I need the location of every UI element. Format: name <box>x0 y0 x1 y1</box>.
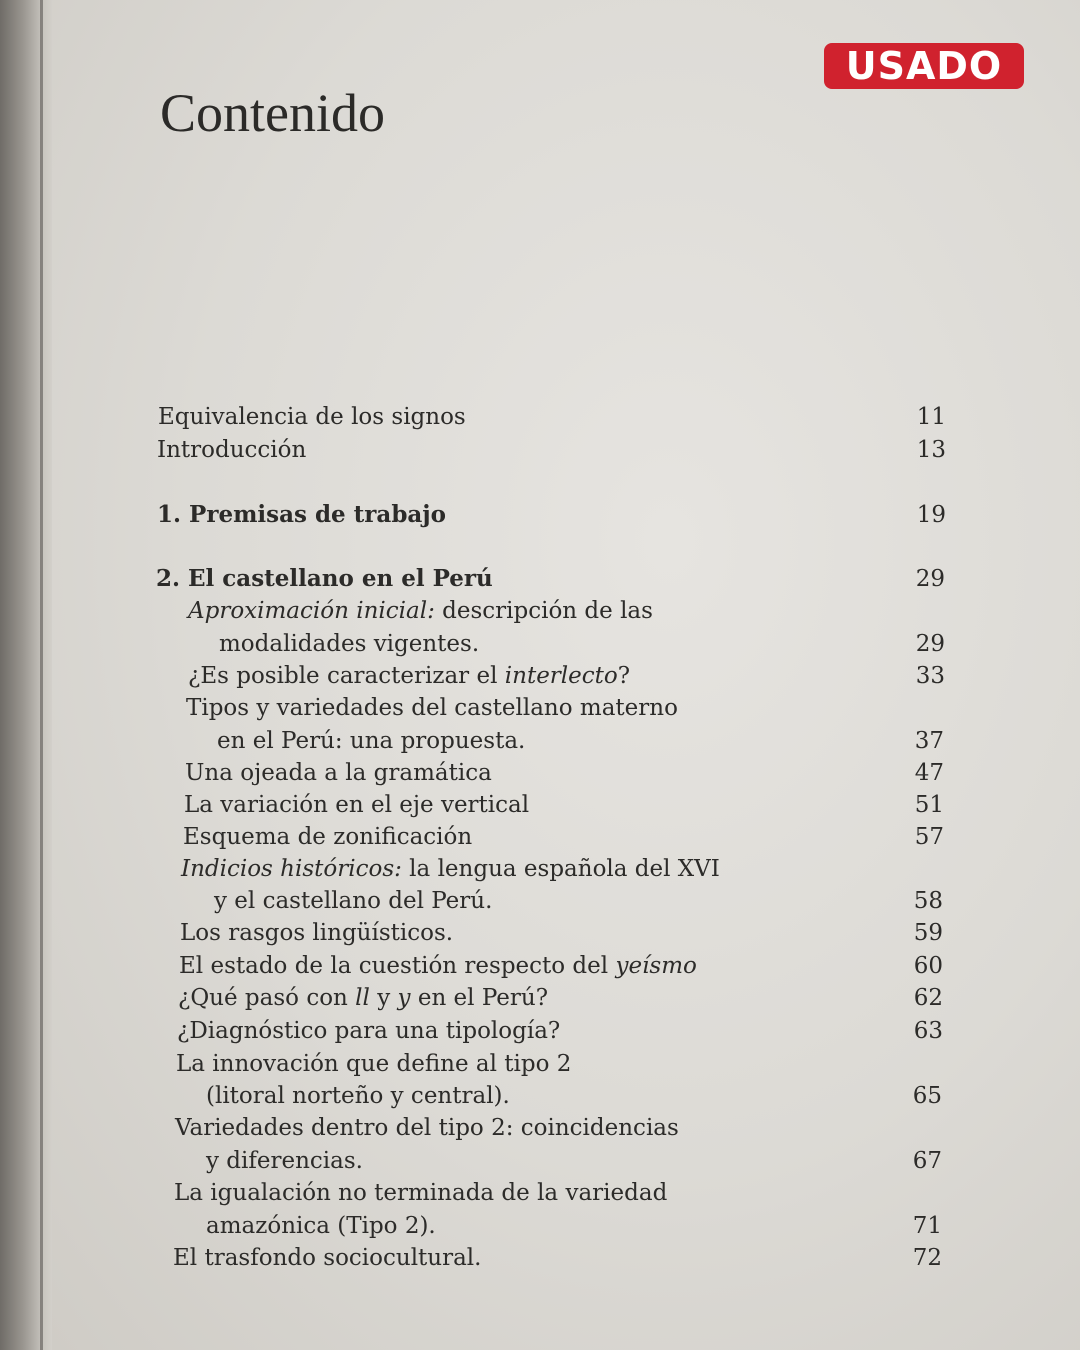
entry-text: El estado de la cuestión respecto del <box>179 953 616 979</box>
toc-entry-innovacion: La innovación que define al tipo 2 <box>176 1051 572 1077</box>
toc-page-number: 13 <box>916 437 946 463</box>
toc-page-number: 11 <box>916 404 946 430</box>
toc-entry-tipos: Tipos y variedades del castellano materno <box>186 695 678 721</box>
toc-page-number: 63 <box>913 1018 943 1044</box>
italic-term: ll <box>355 985 370 1011</box>
toc-entry-interlecto <box>188 661 630 691</box>
toc-entry-variedades: Variedades dentro del tipo 2: coincidencias <box>175 1115 679 1141</box>
chapter-title: El castellano en el Perú <box>188 565 493 592</box>
toc-entry-variedades-cont: y diferencias. <box>206 1148 363 1174</box>
toc-page-number: 67 <box>912 1148 942 1174</box>
toc-entry-ojeada: Una ojeada a la gramática <box>185 760 492 786</box>
toc-entry-aproximacion <box>188 596 653 626</box>
toc-page-number: 65 <box>912 1083 942 1109</box>
italic-phrase: Aproximación inicial: <box>188 598 435 624</box>
entry-text: ¿Es posible caracterizar el <box>188 663 505 689</box>
toc-entry-trasfondo: El trasfondo sociocultural. <box>173 1245 482 1271</box>
chapter-number: 1. <box>157 501 182 528</box>
chapter-title: Premisas de trabajo <box>189 501 446 528</box>
toc-entry-estado <box>179 951 697 981</box>
toc-entry-que-paso <box>178 983 548 1013</box>
toc-page-number: 29 <box>915 631 945 657</box>
toc-entry-tipos-cont: en el Perú: una propuesta. <box>217 728 526 754</box>
toc-entry-rasgos: Los rasgos lingüísticos. <box>180 920 454 946</box>
toc-entry-diagnostico: ¿Diagnóstico para una tipología? <box>177 1018 561 1044</box>
italic-term: interlecto <box>504 663 618 689</box>
toc-entry-esquema: Esquema de zonificación <box>183 824 473 850</box>
toc-entry-innovacion-cont: (litoral norteño y central). <box>206 1083 510 1109</box>
toc-page-number: 58 <box>913 888 943 914</box>
toc-page-number: 33 <box>915 663 945 689</box>
italic-term: y <box>397 985 411 1011</box>
toc-page-number: 62 <box>913 985 943 1011</box>
toc-page-number: 71 <box>912 1213 942 1239</box>
toc-entry-aproximacion-cont: modalidades vigentes. <box>219 631 480 657</box>
toc-page-number: 29 <box>915 566 945 592</box>
toc-page-number: 47 <box>914 760 944 786</box>
toc-entry-equivalencia: Equivalencia de los signos <box>158 404 466 430</box>
toc-page-number: 37 <box>914 728 944 754</box>
toc-entry-igualacion: La igualación no terminada de la variedad <box>174 1180 668 1206</box>
toc-chapter-1 <box>157 500 446 530</box>
toc-page-number: 19 <box>916 502 946 528</box>
toc-page-number: 60 <box>913 953 943 979</box>
entry-text: la lengua española del XVI <box>401 856 720 882</box>
entry-text: descripción de las <box>434 598 653 624</box>
toc-page-number: 51 <box>914 792 944 818</box>
page-title: Contenido <box>160 83 385 143</box>
used-badge: USADO <box>824 43 1024 89</box>
toc-page-number: 59 <box>913 920 943 946</box>
entry-text: en el Perú? <box>410 985 549 1011</box>
toc-page-number: 57 <box>914 824 944 850</box>
toc-entry-igualacion-cont: amazónica (Tipo 2). <box>206 1213 436 1239</box>
italic-term: yeísmo <box>615 953 697 979</box>
chapter-number: 2. <box>156 565 181 592</box>
toc-entry-introduccion: Introducción <box>157 437 307 463</box>
toc-chapter-2 <box>156 564 493 594</box>
toc-page-number: 72 <box>912 1245 942 1271</box>
toc-entry-indicios <box>181 854 720 884</box>
toc-entry-indicios-cont: y el castellano del Perú. <box>214 888 493 914</box>
entry-text: ? <box>617 663 631 689</box>
toc-entry-variacion: La variación en el eje vertical <box>184 792 530 818</box>
entry-text: ¿Qué pasó con <box>178 985 356 1011</box>
entry-text: y <box>369 985 398 1011</box>
italic-phrase: Indicios históricos: <box>181 856 402 882</box>
